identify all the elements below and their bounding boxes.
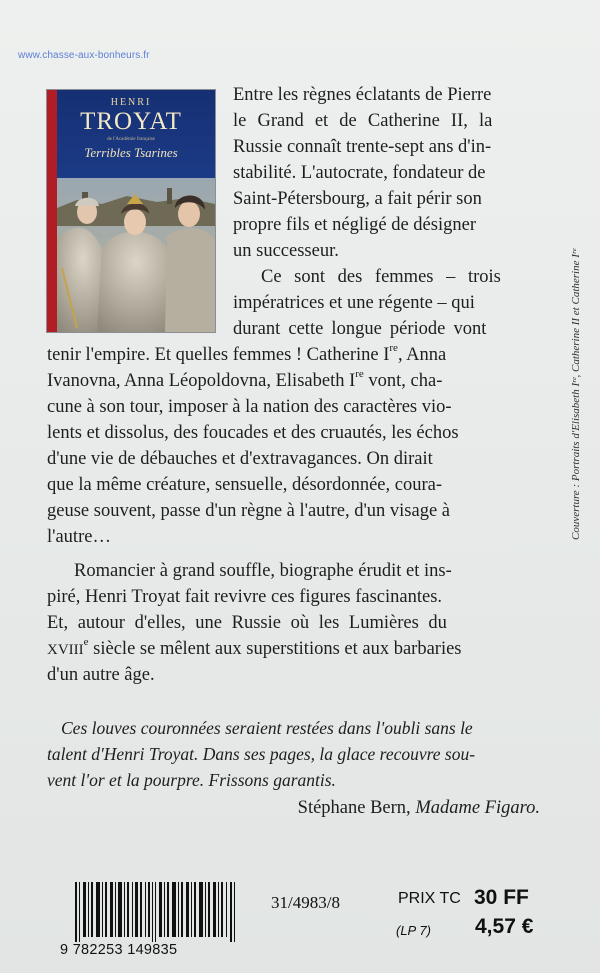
blurb-line: cune à son tour, imposer à la nation des caractères vio- (47, 397, 452, 417)
barcode (75, 882, 235, 942)
blurb-line: durant cette longue période vont (233, 319, 487, 339)
blurb-line: impératrices et une régente – qui (233, 293, 475, 313)
blurb-line: que la même créature, sensuelle, désordonnée, coura- (47, 475, 442, 495)
thumbnail-author-last: TROYAT (80, 108, 182, 135)
blurb-line: tenir l'empire. Et quelles femmes ! Catherine Ire, Anna (47, 341, 447, 365)
blurb-line: Entre les règnes éclatants de Pierre (233, 85, 492, 105)
quote-line: vent l'or et la pourpre. Frissons garantis. (47, 770, 336, 790)
blurb-line: piré, Henri Troyat fait revivre ces figures fascinantes. (47, 587, 443, 607)
quote-signature (298, 798, 540, 819)
blurb-line: Romancier à grand souffle, biographe érudit et ins- (74, 561, 452, 581)
blurb-line: lents et dissolus, des foucades et des cruautés, les échos (47, 423, 459, 443)
blurb-line: d'un autre âge. (47, 665, 155, 685)
price-euros: 4,57 € (475, 915, 534, 938)
thumbnail-author-first: HENRI (110, 97, 152, 108)
blurb-line: XVIIIe siècle se mêlent aux superstitions et aux barbaries (47, 635, 462, 659)
quote-line: talent d'Henri Troyat. Dans ses pages, la glace recouvre sou- (47, 744, 476, 764)
cover-credit: Couverture : Portraits d'Elisabeth Iʳᵉ, Catherine II et Catherine Iʳᵉ (570, 248, 582, 540)
barcode-digits: 9 782253 149835 (60, 942, 178, 958)
signature-source: Madame Figaro. (415, 798, 540, 818)
watermark-url: www.chasse-aux-bonheurs.fr (18, 50, 150, 61)
blurb-line: stabilité. L'autocrate, fondateur de (233, 163, 486, 183)
blurb-line: Russie connaît trente-sept ans d'in- (233, 137, 492, 157)
blurb-line: le Grand et de Catherine II, la (233, 111, 493, 131)
catalog-reference: 31/4983/8 (271, 893, 340, 912)
signature-name: Stéphane Bern, (297, 798, 416, 818)
price-label: PRIX TC (398, 890, 461, 907)
thumbnail-academy-label: de l'Académie française (107, 137, 155, 142)
blurb-line: Et, autour d'elles, une Russie où les Lumières du (47, 613, 447, 633)
blurb-line: propre fils et négligé de désigner (233, 215, 476, 235)
blurb-line: d'une vie de débauches et d'extravagances. On dirait (47, 449, 433, 469)
blurb-line: geuse souvent, passe d'un règne à l'autre, d'un visage à (47, 501, 450, 521)
series-code: (LP 7) (396, 923, 431, 938)
blurb-line: Ivanovna, Anna Léopoldovna, Elisabeth Ire vont, cha- (47, 367, 443, 391)
blurb-line: l'autre… (47, 527, 111, 547)
front-cover-thumbnail (47, 90, 215, 332)
blurb-line: un successeur. (233, 241, 339, 261)
price-francs: 30 FF (474, 886, 529, 909)
blurb-line: Saint-Pétersbourg, a fait périr son (233, 189, 482, 209)
quote-line: Ces louves couronnées seraient restées dans l'oubli sans le (61, 718, 473, 738)
blurb-line: Ce sont des femmes – trois (261, 267, 501, 287)
thumbnail-title: Terribles Tsarines (84, 145, 178, 160)
thumbnail-portrait-painting (57, 178, 215, 332)
